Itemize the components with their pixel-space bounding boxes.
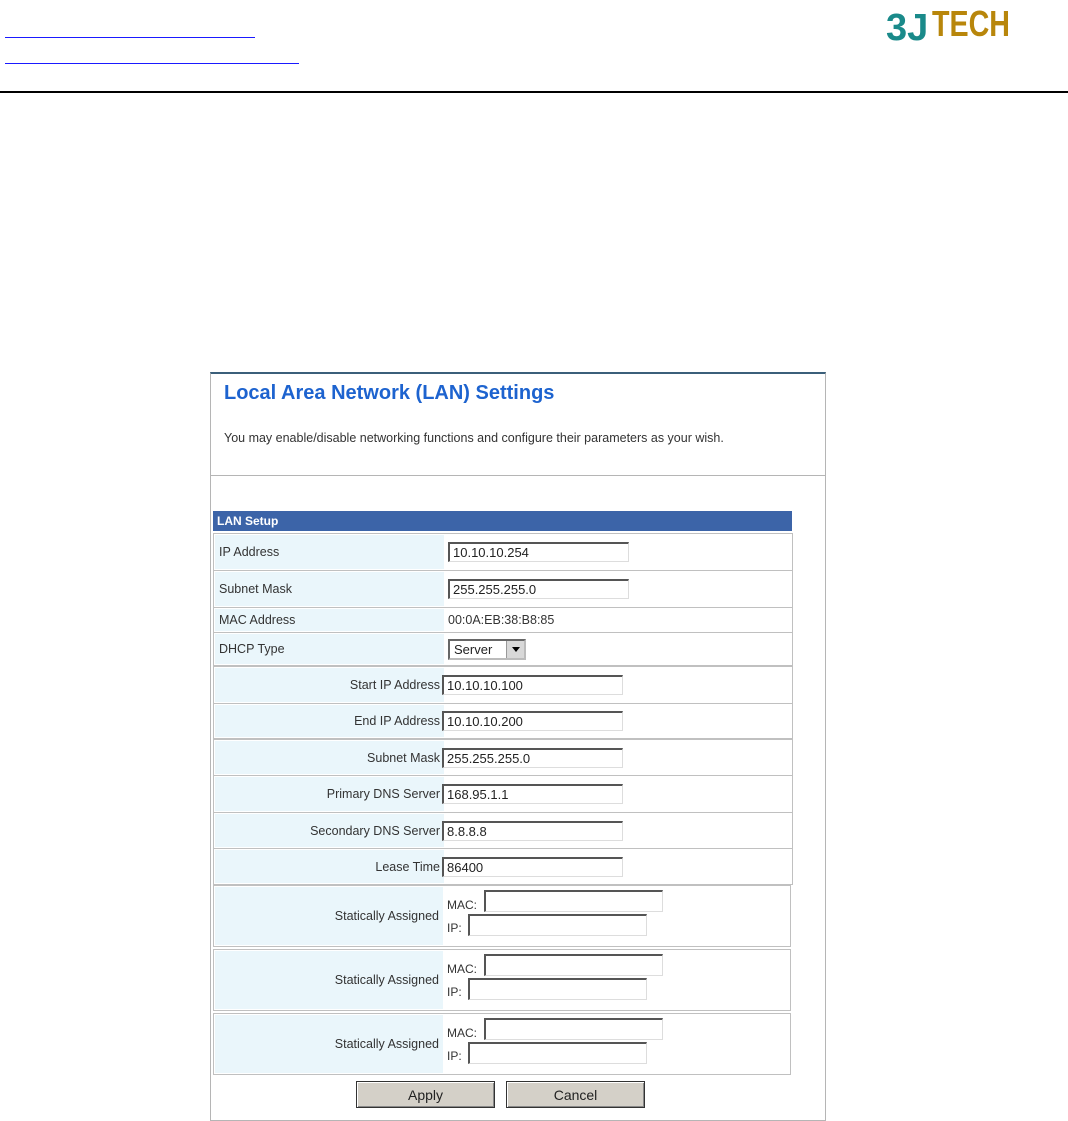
header-divider — [0, 91, 1068, 93]
static-assignment-row — [213, 1013, 791, 1075]
static-ip-input[interactable] — [468, 1042, 647, 1064]
static-mac-input[interactable] — [484, 954, 663, 976]
lease-time-label: Lease Time — [215, 850, 444, 883]
end-ip-input[interactable] — [442, 711, 623, 731]
ip-address-cell — [448, 534, 629, 570]
mac-address-row — [213, 607, 793, 633]
primary-dns-input[interactable] — [442, 784, 623, 804]
page-title: Local Area Network (LAN) Settings — [224, 382, 555, 404]
ip-address-input[interactable] — [448, 542, 629, 562]
static-ip-input[interactable] — [468, 914, 647, 936]
static-assignment-row — [213, 949, 791, 1011]
static-assignment-label: Statically Assigned — [215, 887, 443, 945]
panel-divider — [211, 475, 825, 476]
primary-dns-row — [213, 775, 793, 813]
dropdown-arrow-icon[interactable] — [506, 641, 524, 658]
header-link-2[interactable] — [5, 63, 299, 64]
secondary-dns-cell — [442, 813, 623, 848]
cancel-button[interactable]: Cancel — [506, 1081, 645, 1108]
static-mac-input[interactable] — [484, 1018, 663, 1040]
dhcp-type-label: DHCP Type — [215, 634, 444, 664]
dhcp-type-row — [213, 632, 793, 666]
end-ip-row — [213, 703, 793, 739]
dhcp-subnet-mask-input[interactable] — [442, 748, 623, 768]
static-mac-label: MAC: — [447, 962, 477, 976]
3jtech-logo — [884, 4, 1014, 56]
subnet-mask-cell — [448, 571, 629, 607]
start-ip-cell — [442, 667, 623, 703]
header-link-1[interactable] — [5, 37, 255, 38]
ip-address-row — [213, 533, 793, 571]
lease-time-input[interactable] — [442, 857, 623, 877]
secondary-dns-row — [213, 812, 793, 849]
static-assignment-label: Statically Assigned — [215, 1015, 443, 1073]
dhcp-subnet-mask-row — [213, 739, 793, 776]
static-assignment-label: Statically Assigned — [215, 951, 443, 1009]
ip-address-label: IP Address — [215, 535, 444, 569]
static-mac-label: MAC: — [447, 1026, 477, 1040]
mac-address-value: 00:0A:EB:38:B8:85 — [448, 613, 555, 627]
secondary-dns-input[interactable] — [442, 821, 623, 841]
lease-time-cell — [442, 849, 623, 884]
primary-dns-label: Primary DNS Server — [215, 777, 444, 811]
logo-text-left: 3J — [886, 7, 929, 49]
static-mac-label: MAC: — [447, 898, 477, 912]
mac-address-label: MAC Address — [215, 609, 444, 631]
static-ip-label: IP: — [447, 921, 462, 935]
subnet-mask-label: Subnet Mask — [215, 572, 444, 606]
dhcp-subnet-mask-cell — [442, 740, 623, 775]
end-ip-cell — [442, 704, 623, 738]
dhcp-type-select[interactable] — [448, 639, 526, 660]
static-ip-label: IP: — [447, 1049, 462, 1063]
end-ip-label: End IP Address — [215, 705, 444, 737]
dhcp-type-cell — [448, 633, 526, 665]
logo-text-right: TECH — [932, 3, 1010, 44]
dhcp-subnet-mask-label: Subnet Mask — [215, 741, 444, 774]
lan-setup-header: LAN Setup — [213, 511, 792, 531]
dhcp-type-selected: Server — [454, 641, 493, 657]
static-mac-input[interactable] — [484, 890, 663, 912]
page-description: You may enable/disable networking functions and configure their parameters as your wish. — [224, 431, 724, 445]
apply-button[interactable]: Apply — [356, 1081, 495, 1108]
primary-dns-cell — [442, 776, 623, 812]
secondary-dns-label: Secondary DNS Server — [215, 814, 444, 847]
subnet-mask-row — [213, 570, 793, 608]
start-ip-row — [213, 666, 793, 704]
static-ip-label: IP: — [447, 985, 462, 999]
start-ip-input[interactable] — [442, 675, 623, 695]
subnet-mask-input[interactable] — [448, 579, 629, 599]
lease-time-row — [213, 848, 793, 885]
static-assignment-row — [213, 885, 791, 947]
start-ip-label: Start IP Address — [215, 668, 444, 702]
static-ip-input[interactable] — [468, 978, 647, 1000]
